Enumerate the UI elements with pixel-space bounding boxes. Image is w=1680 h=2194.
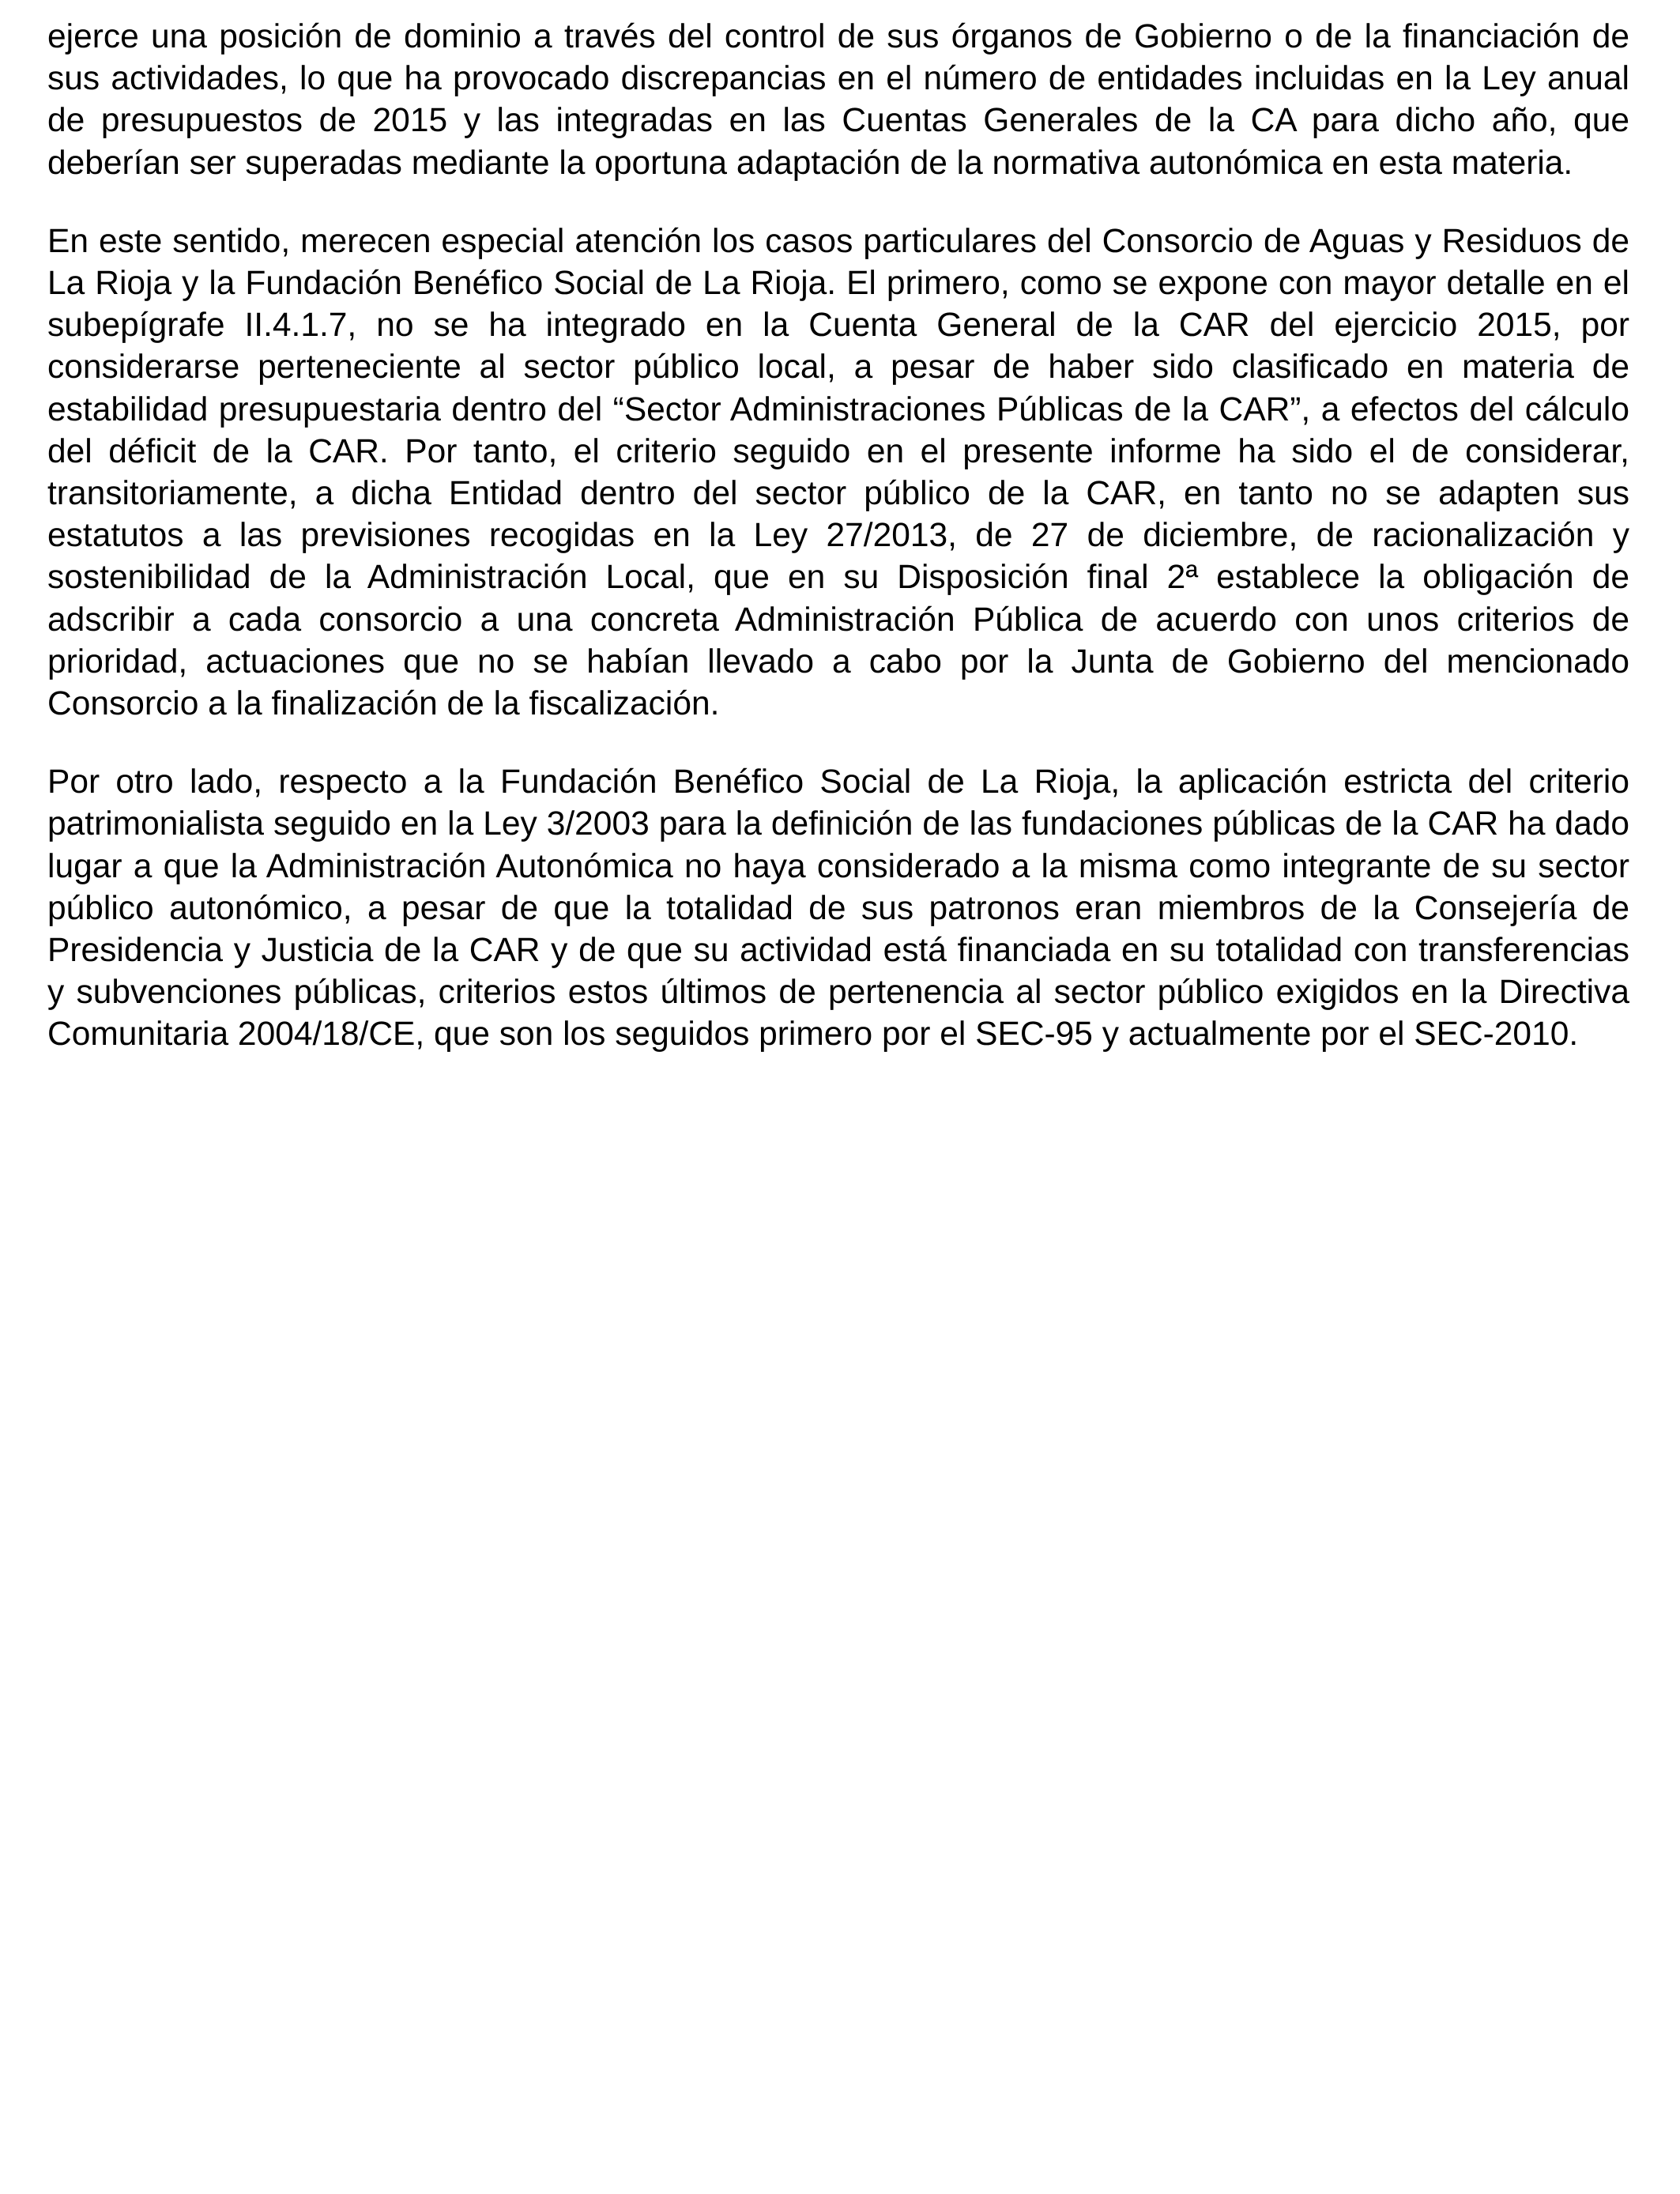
document-body <box>47 16 1629 1056</box>
paragraph-2: En este sentido, merecen especial atención los casos particulares del Consorcio de Aguas y Residuos de La Rioja y la Fundación Benéfico Social de La Rioja. El primero, como se expone con mayor detalle en el subepígrafe II.4.1.7, no se ha integrado en la Cuenta General de la CAR del ejercicio 2015, por considerarse perteneciente al sector público local, a pesar de haber sido clasificado en materia de estabilidad presupuestaria dentro del “Sector Administraciones Públicas de la CAR”, a efectos del cálculo del déficit de la CAR. Por tanto, el criterio seguido en el presente informe ha sido el de considerar, transitoriamente, a dicha Entidad dentro del sector público de la CAR, en tanto no se adapten sus estatutos a las previsiones recogidas en la Ley 27/2013, de 27 de diciembre, de racionalización y sostenibilidad de la Administración Local, que en su Disposición final 2ª establece la obligación de adscribir a cada consorcio a una concreta Administración Pública de acuerdo con unos criterios de prioridad, actuaciones que no se habían llevado a cabo por la Junta de Gobierno del mencionado Consorcio a la finalización de la fiscalización. <box>47 222 1629 723</box>
paragraph-1: ejerce una posición de dominio a través del control de sus órganos de Gobierno o de la financiación de sus actividades, lo que ha provocado discrepancias en el número de entidades incluidas en la Ley anual de presupuestos de 2015 y las integradas en las Cuentas Generales de la CA para dicho año, que deberían ser superadas mediante la oportuna adaptación de la normativa autonómica en esta materia. <box>47 18 1629 182</box>
paragraph-3: Por otro lado, respecto a la Fundación Benéfico Social de La Rioja, la aplicación estricta del criterio patrimonialista seguido en la Ley 3/2003 para la definición de las fundaciones públicas de la CAR ha dado lugar a que la Administración Autonómica no haya considerado a la misma como integrante de su sector público autonómico, a pesar de que la totalidad de sus patronos eran miembros de la Consejería de Presidencia y Justicia de la CAR y de que su actividad está financiada en su totalidad con transferencias y subvenciones públicas, criterios estos últimos de pertenencia al sector público exigidos en la Directiva Comunitaria 2004/18/CE, que son los seguidos primero por el SEC-95 y actualmente por el SEC-2010. <box>47 763 1629 1054</box>
